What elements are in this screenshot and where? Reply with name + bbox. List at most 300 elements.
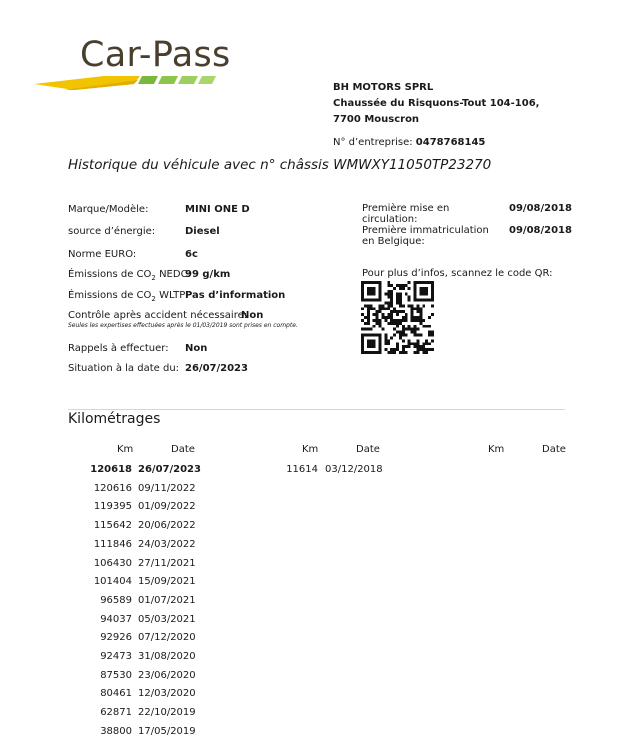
km-col2-header-date: Date — [356, 444, 380, 455]
km-date: 31/08/2020 — [138, 651, 196, 662]
qr-module — [379, 322, 382, 325]
qr-module — [425, 325, 428, 328]
qr-module — [361, 319, 364, 322]
qr-module — [390, 293, 393, 296]
km-section-title: Kilométrages — [68, 411, 161, 427]
qr-module — [361, 307, 364, 310]
km-value: 120618 — [90, 464, 132, 475]
nedc-label-sub: 2 — [151, 274, 156, 282]
qr-module — [387, 351, 390, 354]
qr-module — [399, 299, 402, 302]
qr-module — [402, 325, 405, 328]
km-value: 80461 — [100, 688, 132, 700]
qr-module — [384, 307, 387, 310]
qr-module — [396, 293, 399, 296]
qr-module — [411, 310, 414, 313]
qr-module — [367, 328, 370, 331]
qr-module — [376, 319, 379, 322]
qr-module — [428, 316, 431, 319]
qr-module — [396, 331, 399, 334]
qr-module — [422, 319, 425, 322]
first-circulation-label-line1: Première mise en — [362, 203, 450, 214]
qr-module — [408, 296, 411, 299]
qr-module — [393, 334, 396, 337]
enterprise-number: 0478768145 — [415, 137, 486, 148]
km-col1-header-km: Km — [117, 444, 134, 455]
qr-module — [379, 310, 382, 313]
qr-module — [414, 334, 417, 337]
qr-module — [402, 304, 405, 307]
qr-module — [370, 304, 373, 307]
qr-module — [405, 334, 408, 337]
qr-module — [381, 328, 384, 331]
qr-module — [399, 322, 402, 325]
km-date: 23/06/2020 — [138, 669, 196, 681]
qr-module — [381, 316, 384, 319]
qr-module — [416, 328, 419, 331]
qr-module — [364, 328, 367, 331]
qr-module — [367, 313, 370, 316]
km-col3-header-km: Km — [488, 444, 505, 455]
qr-module — [402, 331, 405, 334]
qr-module — [411, 319, 414, 322]
qr-module — [396, 313, 399, 316]
car-pass-logo-stripes-icon — [34, 74, 224, 90]
qr-module — [408, 304, 411, 307]
qr-module — [419, 310, 422, 313]
qr-module — [384, 336, 387, 339]
energy-label: source d’énergie: — [68, 226, 156, 237]
qr-module — [399, 319, 402, 322]
logo-stripe-green-1 — [138, 76, 158, 84]
car-pass-logo-text: Car-Pass — [80, 35, 231, 75]
qr-module — [416, 316, 419, 319]
qr-module — [408, 345, 411, 348]
qr-module — [376, 322, 379, 325]
km-date: 01/09/2022 — [138, 501, 196, 513]
wltp-value: Pas d’information — [185, 290, 286, 301]
logo-stripe-green-2 — [158, 76, 178, 84]
qr-module — [399, 310, 402, 313]
qr-module — [390, 319, 393, 322]
qr-module — [402, 284, 405, 287]
qr-module — [376, 310, 379, 313]
qr-finder-module — [419, 287, 428, 296]
qr-module — [416, 348, 419, 351]
qr-module — [379, 307, 382, 310]
situation-value: 26/07/2023 — [185, 363, 248, 374]
km-value: 92473 — [100, 651, 132, 662]
km-date: 12/03/2020 — [138, 688, 196, 700]
km-value: 38800 — [100, 725, 132, 737]
km-date: 15/09/2021 — [138, 576, 196, 588]
km-date: 09/11/2022 — [138, 482, 196, 494]
qr-module — [390, 290, 393, 293]
qr-module — [402, 334, 405, 337]
qr-module — [422, 348, 425, 351]
qr-module — [387, 313, 390, 316]
qr-module — [411, 313, 414, 316]
km-value: 120616 — [93, 482, 132, 494]
page-title: Historique du véhicule avec n° châssis WMWXY11050TP23270 — [68, 157, 492, 173]
km-value: 87530 — [100, 669, 132, 681]
qr-module — [399, 331, 402, 334]
km-date: 27/11/2021 — [138, 557, 196, 569]
qr-module — [419, 313, 422, 316]
qr-module — [408, 325, 411, 328]
qr-module — [408, 299, 411, 302]
qr-module — [390, 348, 393, 351]
km-value: 106430 — [93, 557, 132, 569]
section-divider — [68, 409, 565, 410]
qr-module — [414, 351, 417, 354]
qr-module — [416, 304, 419, 307]
km-value: 96589 — [100, 594, 132, 606]
qr-module — [408, 339, 411, 342]
km-value: 92926 — [100, 632, 132, 644]
qr-module — [419, 345, 422, 348]
qr-module — [387, 322, 390, 325]
qr-module — [431, 304, 434, 307]
qr-module — [431, 339, 434, 342]
qr-module — [387, 339, 390, 342]
qr-module — [422, 351, 425, 354]
dealer-name: BH MOTORS SPRL — [333, 82, 434, 93]
qr-module — [414, 307, 417, 310]
qr-module — [402, 339, 405, 342]
qr-module — [384, 348, 387, 351]
first-registration-label — [362, 225, 489, 247]
qr-module — [373, 307, 376, 310]
qr-module — [390, 322, 393, 325]
qr-module — [416, 345, 419, 348]
qr-module — [376, 313, 379, 316]
km-value: 111846 — [93, 538, 132, 550]
qr-module — [408, 287, 411, 290]
qr-module — [411, 342, 414, 345]
km-col2-header-km: Km — [302, 444, 319, 455]
first-circulation-label-line2: circulation: — [362, 214, 418, 225]
qr-module — [399, 334, 402, 337]
qr-module — [416, 307, 419, 310]
qr-module — [419, 316, 422, 319]
qr-module — [431, 331, 434, 334]
qr-module — [384, 301, 387, 304]
qr-module — [387, 284, 390, 287]
qr-module — [393, 322, 396, 325]
qr-module — [387, 307, 390, 310]
qr-module — [428, 342, 431, 345]
qr-module — [414, 328, 417, 331]
km-date: 05/03/2021 — [138, 613, 196, 625]
euro-label: Norme EURO: — [68, 249, 137, 260]
qr-module — [419, 348, 422, 351]
qr-module — [364, 322, 367, 325]
qr-module — [370, 307, 373, 310]
dealer-enterprise — [333, 135, 485, 151]
qr-code-icon — [361, 281, 434, 354]
wltp-label — [68, 290, 189, 303]
qr-module — [425, 351, 428, 354]
qr-module — [387, 316, 390, 319]
qr-module — [381, 304, 384, 307]
qr-module — [428, 334, 431, 337]
qr-module — [411, 331, 414, 334]
qr-module — [373, 325, 376, 328]
km-value: 62871 — [100, 707, 132, 719]
km-date: 24/03/2022 — [138, 538, 196, 550]
accident-label: Contrôle après accident nécessaire: — [68, 310, 248, 321]
qr-module — [393, 348, 396, 351]
km-col3-header-date: Date — [542, 444, 566, 455]
qr-module — [399, 336, 402, 339]
qr-module — [402, 328, 405, 331]
qr-module — [408, 281, 411, 284]
first-circulation-label — [362, 203, 449, 225]
km-value: 119395 — [93, 501, 132, 513]
km-date: 22/10/2019 — [138, 707, 196, 719]
qr-module — [405, 345, 408, 348]
nedc-label-post: NEDC: — [155, 269, 191, 280]
qr-module — [425, 342, 428, 345]
qr-module — [411, 316, 414, 319]
qr-module — [405, 319, 408, 322]
qr-module — [422, 342, 425, 345]
qr-module — [396, 342, 399, 345]
qr-module — [367, 304, 370, 307]
wltp-label-sub: 2 — [151, 295, 156, 303]
qr-module — [384, 293, 387, 296]
recall-value: Non — [185, 343, 208, 354]
qr-module — [367, 316, 370, 319]
qr-module — [396, 301, 399, 304]
qr-module — [422, 345, 425, 348]
qr-module — [428, 325, 431, 328]
qr-module — [396, 345, 399, 348]
qr-module — [361, 313, 364, 316]
qr-module — [381, 307, 384, 310]
qr-module — [390, 301, 393, 304]
qr-module — [399, 351, 402, 354]
first-registration-label-line2: en Belgique: — [362, 236, 425, 247]
qr-module — [379, 325, 382, 328]
euro-value: 6c — [185, 249, 198, 260]
qr-module — [431, 348, 434, 351]
accident-note: Seules les expertises effectuées après le 01/03/2019 sont prises en compte. — [68, 322, 298, 329]
brand-label: Marque/Modèle: — [68, 204, 149, 215]
km-date: 03/12/2018 — [325, 464, 383, 475]
recall-label: Rappels à effectuer: — [68, 343, 169, 354]
qr-module — [414, 345, 417, 348]
qr-module — [367, 319, 370, 322]
qr-module — [402, 287, 405, 290]
qr-module — [393, 307, 396, 310]
nedc-label-pre: Émissions de CO — [68, 269, 152, 280]
enterprise-label: N° d’entreprise: — [333, 137, 413, 148]
qr-module — [384, 316, 387, 319]
qr-module — [416, 351, 419, 354]
qr-module — [402, 316, 405, 319]
logo-stripe-green-4 — [198, 76, 216, 84]
situation-label: Situation à la date du: — [68, 363, 180, 374]
qr-module — [402, 319, 405, 322]
qr-module — [393, 319, 396, 322]
qr-module — [387, 304, 390, 307]
qr-module — [387, 342, 390, 345]
qr-module — [422, 325, 425, 328]
qr-module — [405, 351, 408, 354]
qr-module — [390, 316, 393, 319]
first-registration-value: 09/08/2018 — [509, 225, 572, 236]
qr-module — [414, 342, 417, 345]
qr-module — [390, 296, 393, 299]
qr-module — [416, 342, 419, 345]
qr-module — [393, 328, 396, 331]
qr-module — [402, 348, 405, 351]
qr-finder-module — [367, 287, 376, 296]
qr-module — [402, 310, 405, 313]
qr-module — [425, 339, 428, 342]
qr-label: Pour plus d’infos, scannez le code QR: — [362, 268, 553, 279]
qr-module — [402, 345, 405, 348]
qr-module — [376, 316, 379, 319]
qr-module — [384, 334, 387, 337]
qr-module — [373, 313, 376, 316]
qr-module — [419, 334, 422, 337]
qr-module — [396, 348, 399, 351]
qr-module — [428, 348, 431, 351]
qr-module — [390, 299, 393, 302]
qr-module — [431, 334, 434, 337]
km-date: 26/07/2023 — [138, 464, 201, 475]
qr-module — [414, 325, 417, 328]
logo-stripe-green-3 — [178, 76, 198, 84]
qr-module — [384, 319, 387, 322]
first-circulation-value: 09/08/2018 — [509, 203, 572, 214]
qr-module — [399, 296, 402, 299]
km-col1-header-date: Date — [171, 444, 195, 455]
qr-module — [399, 284, 402, 287]
qr-module — [390, 310, 393, 313]
qr-module — [384, 342, 387, 345]
qr-module — [387, 290, 390, 293]
km-value: 101404 — [93, 576, 132, 588]
qr-module — [399, 301, 402, 304]
qr-module — [387, 301, 390, 304]
dealer-address-line1: Chaussée du Risquons-Tout 104-106, — [333, 98, 540, 109]
qr-module — [399, 293, 402, 296]
qr-module — [396, 325, 399, 328]
qr-module — [373, 319, 376, 322]
qr-module — [425, 348, 428, 351]
accident-value: Non — [241, 310, 264, 321]
first-registration-label-line1: Première immatriculation — [362, 225, 489, 236]
qr-module — [408, 328, 411, 331]
qr-module — [405, 284, 408, 287]
qr-module — [361, 328, 364, 331]
qr-module — [419, 322, 422, 325]
qr-module — [396, 299, 399, 302]
qr-module — [405, 316, 408, 319]
qr-module — [370, 328, 373, 331]
qr-module — [396, 284, 399, 287]
qr-module — [367, 307, 370, 310]
qr-module — [416, 339, 419, 342]
km-date: 07/12/2020 — [138, 632, 196, 644]
km-date: 17/05/2019 — [138, 725, 196, 737]
qr-module — [393, 351, 396, 354]
qr-module — [416, 334, 419, 337]
qr-module — [379, 319, 382, 322]
energy-value: Diesel — [185, 226, 220, 237]
qr-module — [414, 319, 417, 322]
qr-module — [381, 313, 384, 316]
qr-module — [402, 351, 405, 354]
qr-module — [387, 296, 390, 299]
qr-module — [399, 287, 402, 290]
km-value: 11614 — [286, 464, 318, 475]
qr-module — [396, 322, 399, 325]
nedc-value: 99 g/km — [185, 269, 231, 280]
qr-module — [405, 293, 408, 296]
qr-module — [396, 296, 399, 299]
qr-module — [416, 310, 419, 313]
qr-module — [390, 313, 393, 316]
qr-module — [422, 304, 425, 307]
qr-module — [408, 342, 411, 345]
qr-module — [387, 293, 390, 296]
wltp-label-post: WLTP: — [155, 290, 189, 301]
qr-module — [405, 313, 408, 316]
qr-module — [390, 351, 393, 354]
qr-module — [411, 307, 414, 310]
qr-module — [416, 319, 419, 322]
qr-module — [390, 284, 393, 287]
qr-module — [428, 331, 431, 334]
qr-module — [411, 328, 414, 331]
qr-module — [390, 304, 393, 307]
nedc-label — [68, 269, 191, 282]
qr-module — [379, 304, 382, 307]
qr-module — [393, 287, 396, 290]
qr-module — [390, 336, 393, 339]
qr-module — [419, 319, 422, 322]
km-value: 115642 — [93, 520, 132, 532]
qr-module — [414, 331, 417, 334]
qr-module — [367, 322, 370, 325]
qr-module — [396, 310, 399, 313]
qr-module — [399, 304, 402, 307]
qr-module — [396, 319, 399, 322]
qr-finder-module — [367, 339, 376, 348]
brand-value: MINI ONE D — [185, 204, 250, 215]
qr-module — [387, 281, 390, 284]
qr-module — [393, 310, 396, 313]
qr-module — [431, 313, 434, 316]
km-date: 20/06/2022 — [138, 520, 196, 532]
qr-module — [384, 339, 387, 342]
qr-module — [367, 310, 370, 313]
qr-module — [414, 316, 417, 319]
qr-module — [405, 328, 408, 331]
qr-module — [364, 316, 367, 319]
wltp-label-pre: Émissions de CO — [68, 290, 152, 301]
km-date: 01/07/2021 — [138, 594, 196, 606]
qr-module — [364, 304, 367, 307]
qr-module — [419, 307, 422, 310]
dealer-address-line2: 7700 Mouscron — [333, 114, 420, 125]
qr-module — [411, 304, 414, 307]
